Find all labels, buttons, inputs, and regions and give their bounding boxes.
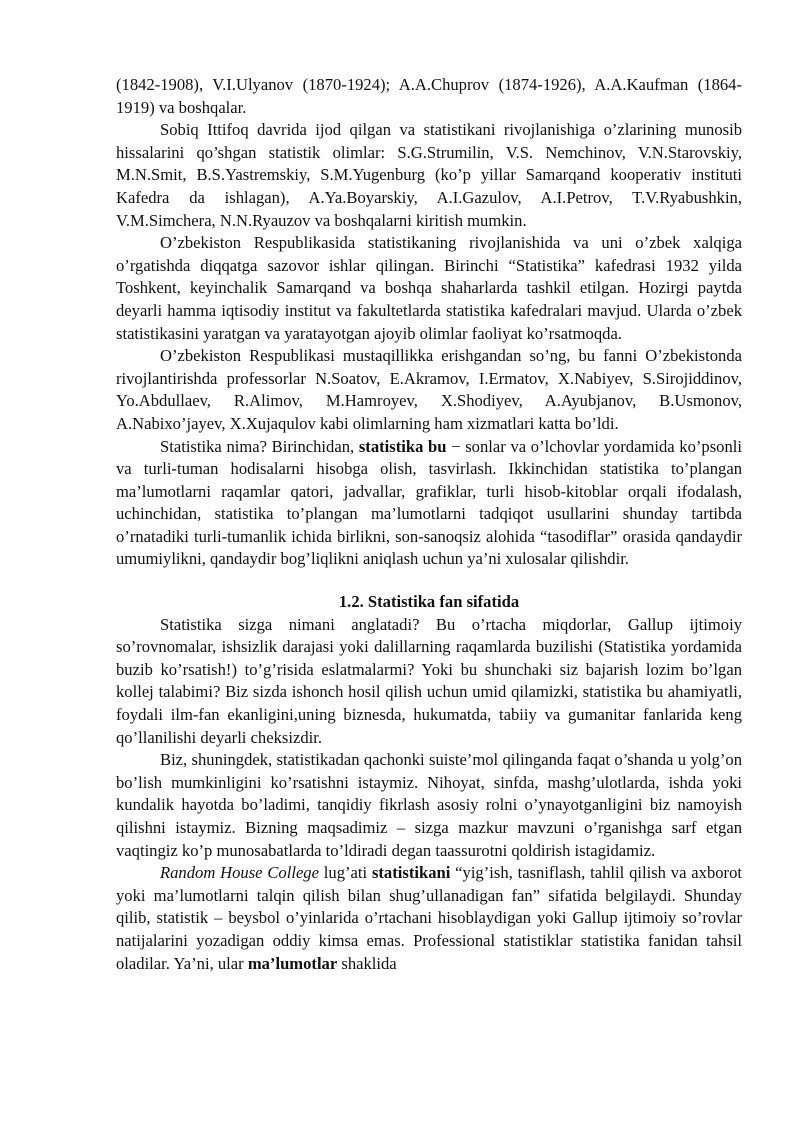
paragraph-3: O’zbekiston Respublikasida statistikaning rivojlanishida va uni o’zbek xalqiga o’rgatishda diqqatga sazovor ishlar qilingan. Birinchi “Statistika” kafedrasi 1932 yilda Toshkent, keyinchalik Samarqand va boshqa shaharlarda tashkil etilgan. Hozirgi paytda deyarli hamma iqtisodiy institut va fakultetlarda statistika kafedralari mavjud. Ularda o’zbek statistikasini yaratgan va yaratayotgan ajoyib olimlar faoliyat ko’rsatmoqda.: [116, 233, 742, 343]
paragraph-7: Biz, shuningdek, statistikadan qachonki suiste’mol qilinganda faqat o’shanda u yolg’on bo’lish mumkinligini ko’rsatishni istaymiz. Nihoyat, sinfda, mashg’ulotlarda, ishda yoki kundalik hayotda bo’ladimi, tanqidiy fikrlash asosiy rolni o’ynayotganligini biz namoyish qilishni istaymiz. Bizning maqsadimiz – sizga mazkur mavzuni o’rganishga sarf etgan vaqtingiz ko’p munosabatlarda to’ldiradi degan taassurotni qoldirish istagidamiz.: [116, 750, 742, 860]
paragraph-8-bold-term: statistikani: [371, 863, 451, 883]
paragraph-5: [116, 436, 742, 572]
paragraph-2: Sobiq Ittifoq davrida ijod qilgan va statistikani rivojlanishiga o’zlarining munosib hissalarini qo’shgan statistik olimlar: S.G.Strumilin, V.S. Nemchinov, V.N.Starovskiy, M.N.Smit, B.S.Yastremskiy, S.M.Yugenburg (ko’p yillar Samarqand kooperativ instituti Kafedra da ishlagan), A.Ya.Boyarskiy, A.I.Gazulov, A.I.Petrov, T.V.Ryabushkin, V.M.Simchera, N.N.Ryauzov va boshqalarni kiritish mumkin.: [116, 120, 742, 230]
paragraph-4: O’zbekiston Respublikasi mustaqillikka erishgandan so’ng, bu fanni O’zbekistonda rivojlantirishda professorlar N.Soatov, E.Akramov, I.Ermatov, X.Nabiyev, S.Sirojiddinov, Yo.Abdullaev, R.Alimov, M.Hamroyev, X.Shodiyev, A.Ayubjanov, B.Usmonov, A.Nabixo’jayev, X.Xujaqulov kabi olimlarning ham xizmatlari katta bo’ldi.: [116, 346, 742, 433]
paragraph-8: [116, 862, 742, 975]
document-page: [116, 74, 742, 975]
paragraph-5-bold-term: statistika bu: [358, 436, 447, 456]
paragraph-6: Statistika sizga nimani anglatadi? Bu o’rtacha miqdorlar, Gallup ijtimoiy so’rovnomalar, ishsizlik darajasi yoki dalillarning raqamlarda buzilishi (Statistika yordamida buzib ko’rsatish!) to’g’risida eslatmalarmi? Yoki bu shunchaki siz bajarish lozim bo’lgan kollej talabimi? Biz sizda ishonch hosil qilish uchun umid qilamizki, statistika bu ahamiyatli, foydali ilm-fan ekanligini,uning biznesda, hukumatda, tabiiy va gumanitar fanlarida keng qo’llanilishi deyarli cheksizdir.: [116, 614, 742, 747]
paragraph-1: (1842-1908), V.I.Ulyanov (1870-1924); A.A.Chuprov (1874-1926), A.A.Kaufman (1864-1919) va boshqalar.: [116, 75, 742, 117]
paragraph-8-text-b: lug’ati: [318, 863, 372, 883]
paragraph-5-text-a: Statistika nima? Birinchidan,: [160, 436, 359, 456]
paragraph-8-text-d: “yig’ish, tasniflash, tahlil qilish va axborot yoki ma’lumotlarni talqin qilish bilan shug’ullanadigan fan” sifatida belgilaydi. Shunday qilib, statistik – beysbol o’yinlarida o’rtachani hisoblaydigan yoki Gallup ijtimoiy so’rovlar natijalarini yozadigan oddiy kimsa emas. Professional statistiklar statistika fanidan tahsil oladilar. Ya’ni, ular: [116, 863, 742, 973]
section-heading: 1.2. Statistika fan sifatida: [338, 592, 520, 612]
paragraph-5-text-c: − sonlar va o’lchovlar yordamida ko’psonli va turli-tuman hodisalarni hisobga olish, tasvirlash. Ikkinchidan statistika to’plangan ma’lumotlarni raqamlar qatori, jadvallar, grafiklar, turli hisob-kitoblar orqali ifodalash, uchinchidan, statistika to’plangan ma’lumotlarni tadqiqot usullarini shunday tartibda o’rnatadiki turli-tumanlik ichida birlikni, son-sanoqsiz alohida “tasodiflar” orasida qandaydir umumiylikni, qandaydir bog’liqlikni aniqlash uchun ya’ni xulosalar qilishdir.: [116, 436, 742, 569]
paragraph-8-bold-term-2: ma’lumotlar: [247, 953, 338, 973]
paragraph-8-text-f: shaklida: [337, 953, 397, 973]
paragraph-8-italic-source: Random House College: [160, 863, 319, 883]
